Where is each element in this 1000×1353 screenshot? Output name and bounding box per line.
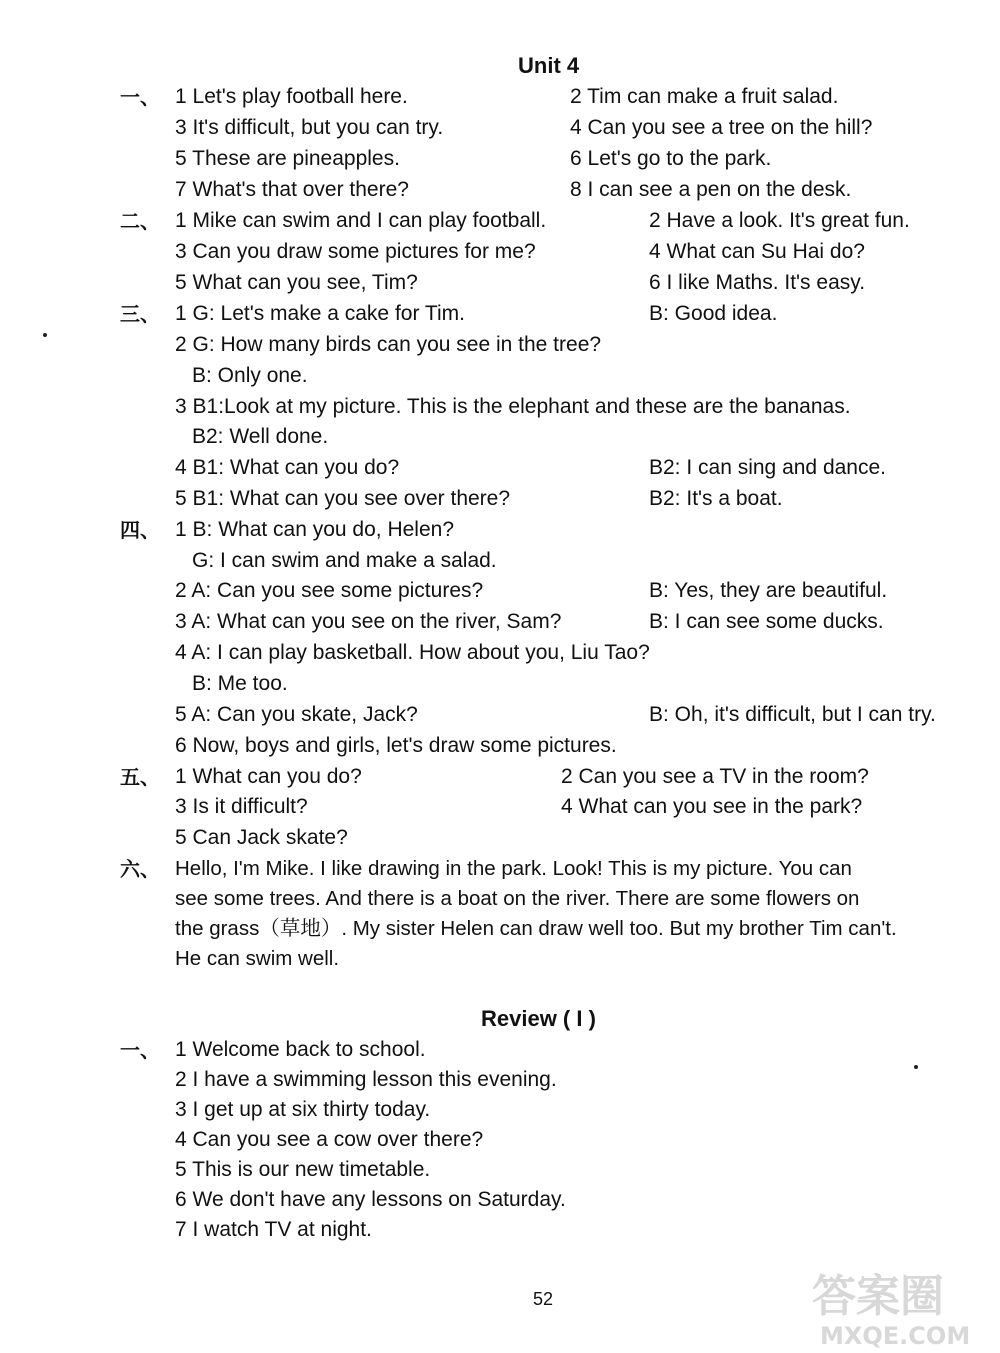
answer-item: 2 Tim can make a fruit salad. <box>570 85 839 108</box>
answer-item: 7 I watch TV at night. <box>175 1218 372 1241</box>
answer-item: 1 Welcome back to school. <box>175 1038 426 1061</box>
dialogue-line: G: I can swim and make a salad. <box>192 549 497 572</box>
dialogue-line: 1 B: What can you do, Helen? <box>175 518 454 541</box>
answer-item: 2 Have a look. It's great fun. <box>649 209 910 232</box>
answer-item: 5 These are pineapples. <box>175 147 400 170</box>
dialogue-line: B2: Well done. <box>192 425 329 448</box>
scan-speck <box>914 1065 918 1069</box>
dialogue-line: B: Me too. <box>192 672 288 695</box>
answer-item: 3 It's difficult, but you can try. <box>175 116 444 139</box>
answer-item: 4 Can you see a cow over there? <box>175 1128 484 1151</box>
passage-line: Hello, I'm Mike. I like drawing in the park. Look! This is my picture. You can <box>175 857 852 880</box>
dialogue-line: B: I can see some ducks. <box>649 610 884 633</box>
section-marker: 三、 <box>120 302 160 326</box>
passage-line: see some trees. And there is a boat on the river. There are some flowers on <box>175 887 860 910</box>
review-title: Review ( I ) <box>481 1006 596 1031</box>
section-marker: 五、 <box>120 765 160 789</box>
scan-speck <box>43 333 47 337</box>
answer-item: 5 This is our new timetable. <box>175 1158 431 1181</box>
dialogue-line: B: Good idea. <box>649 302 778 325</box>
passage-line: the grass（草地）. My sister Helen can draw well too. But my brother Tim can't. <box>175 917 897 940</box>
unit-4-title: Unit 4 <box>518 53 580 78</box>
dialogue-line: 2 G: How many birds can you see in the tree? <box>175 333 602 356</box>
dialogue-line: 3 B1:Look at my picture. This is the elephant and these are the bananas. <box>175 395 851 418</box>
answer-item: 5 Can Jack skate? <box>175 826 348 849</box>
answer-item: 6 I like Maths. It's easy. <box>649 271 866 294</box>
section-marker: 一、 <box>120 85 160 109</box>
answer-item: 7 What's that over there? <box>175 178 409 201</box>
watermark-logo: 答案圈 <box>812 1271 944 1322</box>
section-marker: 六、 <box>120 857 160 881</box>
dialogue-line: B2: I can sing and dance. <box>649 456 886 479</box>
dialogue-line: 5 B1: What can you see over there? <box>175 487 511 510</box>
answer-item: 1 What can you do? <box>175 765 362 788</box>
answer-item: 2 Can you see a TV in the room? <box>561 765 869 788</box>
dialogue-line: B: Only one. <box>192 364 308 387</box>
dialogue-line: B: Yes, they are beautiful. <box>649 579 888 602</box>
section-marker: 一、 <box>120 1038 160 1062</box>
watermark-url: MXQE.COM <box>820 1322 971 1350</box>
answer-item: 1 Mike can swim and I can play football. <box>175 209 547 232</box>
passage-line: He can swim well. <box>175 947 340 970</box>
page-number: 52 <box>533 1289 554 1309</box>
answer-item: 3 Can you draw some pictures for me? <box>175 240 536 263</box>
dialogue-line: 6 Now, boys and girls, let's draw some pictures. <box>175 734 617 757</box>
answer-item: 2 I have a swimming lesson this evening. <box>175 1068 557 1091</box>
dialogue-line: 4 A: I can play basketball. How about you, Liu Tao? <box>175 641 650 664</box>
dialogue-line: 3 A: What can you see on the river, Sam? <box>175 610 562 633</box>
answer-item: 4 Can you see a tree on the hill? <box>570 116 873 139</box>
section-marker: 二、 <box>120 209 160 233</box>
answer-item: 5 What can you see, Tim? <box>175 271 418 294</box>
answer-item: 1 Let's play football here. <box>175 85 408 108</box>
dialogue-line: 1 G: Let's make a cake for Tim. <box>175 302 465 325</box>
answer-item: 8 I can see a pen on the desk. <box>570 178 852 201</box>
answer-item: 3 I get up at six thirty today. <box>175 1098 431 1121</box>
dialogue-line: 5 A: Can you skate, Jack? <box>175 703 418 726</box>
dialogue-line: B2: It's a boat. <box>649 487 783 510</box>
section-marker: 四、 <box>120 518 160 542</box>
answer-item: 6 Let's go to the park. <box>570 147 772 170</box>
dialogue-line: 4 B1: What can you do? <box>175 456 400 479</box>
answer-item: 4 What can you see in the park? <box>561 795 863 818</box>
answer-item: 6 We don't have any lessons on Saturday. <box>175 1188 566 1211</box>
dialogue-line: B: Oh, it's difficult, but I can try. <box>649 703 936 726</box>
answer-item: 3 Is it difficult? <box>175 795 308 818</box>
answer-item: 4 What can Su Hai do? <box>649 240 865 263</box>
dialogue-line: 2 A: Can you see some pictures? <box>175 579 484 602</box>
